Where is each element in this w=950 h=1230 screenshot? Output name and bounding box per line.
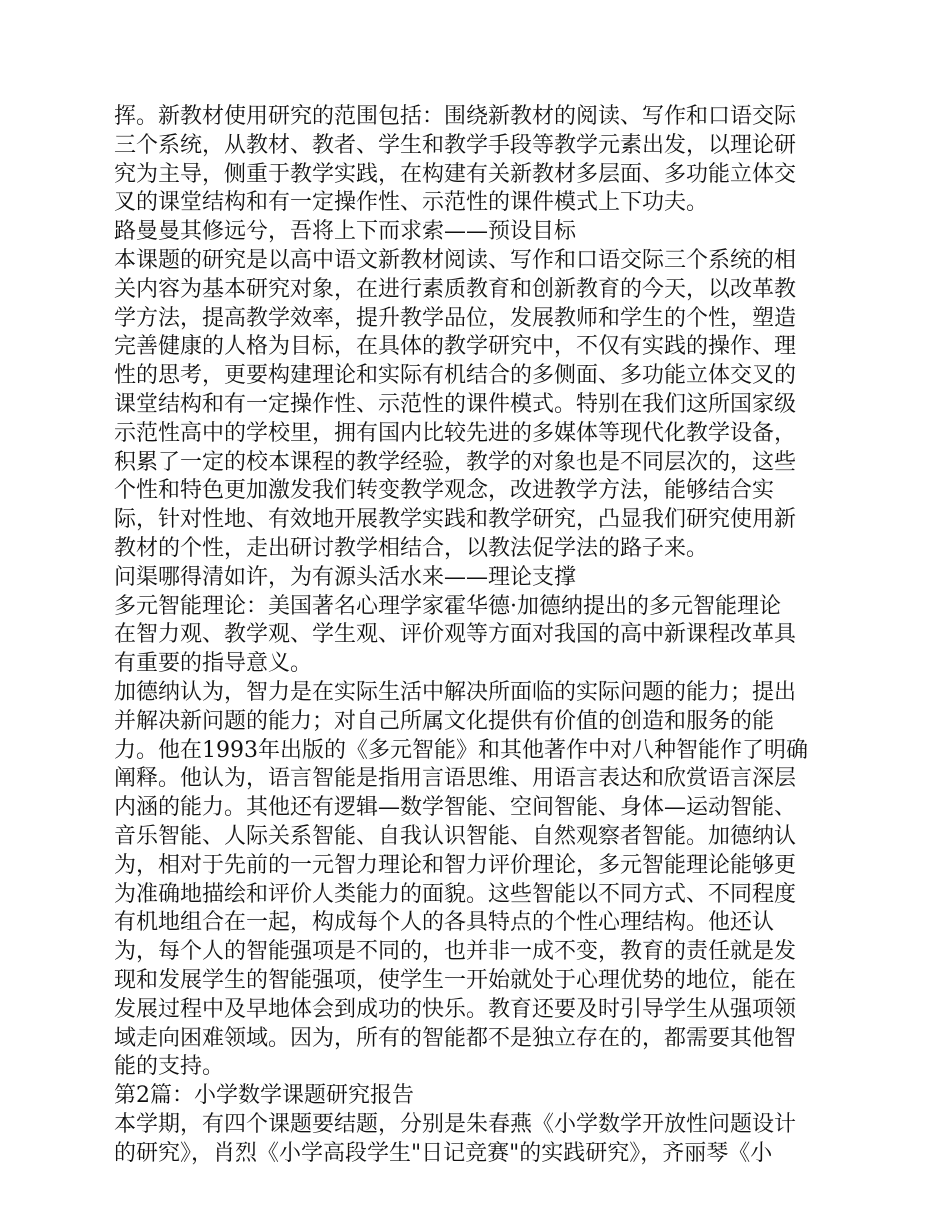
text-line: 挥。新教材使用研究的范围包括：围绕新教材的阅读、写作和口语交际	[114, 104, 797, 129]
text-line: 为，每个人的智能强项是不同的，也并非一成不变，教育的责任就是发	[114, 939, 797, 965]
text-line: 并解决新问题的能力；对自己所属文化提供有价值的创造和服务的能	[114, 708, 775, 734]
text-line: 在智力观、教学观、学生观、评价观等方面对我国的高中新课程改革具	[114, 622, 797, 648]
text-line: 现和发展学生的智能强项，使学生一开始就处于心理优势的地位，能在	[114, 967, 797, 993]
text-line: 三个系统，从教材、教者、学生和教学手段等教学元素出发，以理论研	[114, 132, 797, 158]
text-line: 教材的个性，走出研讨教学相结合，以教法促学法的路子来。	[114, 535, 709, 561]
text-line: 际，针对性地、有效地开展教学实践和教学研究，凸显我们研究使用新	[114, 507, 797, 533]
text-line: 的研究》，肖烈《小学高段学生"日记竞赛"的实践研究》，齐丽琴《小	[114, 1140, 773, 1166]
text-line: 究为主导，侧重于教学实践，在构建有关新教材多层面、多功能立体交	[114, 161, 797, 187]
text-line: 本课题的研究是以高中语文新教材阅读、写作和口语交际三个系统的相	[114, 247, 797, 273]
text-line: 叉的课堂结构和有一定操作性、示范性的课件模式上下功夫。	[114, 190, 709, 216]
text-line: 阐释。他认为，语言智能是指用言语思维、用语言表达和欣赏语言深层	[114, 766, 797, 792]
text-line: 本学期，有四个课题要结题，分别是朱春燕《小学数学开放性问题设计	[114, 1111, 797, 1137]
text-line: 第2篇：小学数学课题研究报告	[114, 1083, 414, 1109]
text-line: 内涵的能力。其他还有逻辑—数学智能、空间智能、身体—运动智能、	[114, 795, 797, 821]
text-line: 域走向困难领域。因为，所有的智能都不是独立存在的，都需要其他智	[114, 1025, 797, 1051]
text-line: 关内容为基本研究对象，在进行素质教育和创新教育的今天，以改革教	[114, 276, 797, 302]
text-line: 完善健康的人格为目标，在具体的教学研究中，不仅有实践的操作、理	[114, 334, 797, 360]
document-body	[114, 103, 844, 1168]
text-line: 音乐智能、人际关系智能、自我认识智能、自然观察者智能。加德纳认	[114, 823, 797, 849]
text-line: 为准确地描绘和评价人类能力的面貌。这些智能以不同方式、不同程度	[114, 881, 797, 907]
text-line: 积累了一定的校本课程的教学经验，教学的对象也是不同层次的，这些	[114, 449, 797, 475]
text-line: 力。他在1993年出版的《多元智能》和其他著作中对八种智能作了明确	[114, 737, 808, 763]
text-line: 个性和特色更加激发我们转变教学观念，改进教学方法，能够结合实	[114, 478, 775, 504]
text-line: 发展过程中及早地体会到成功的快乐。教育还要及时引导学生从强项领	[114, 996, 797, 1022]
text-line: 问渠哪得清如许，为有源头活水来——理论支撑	[114, 564, 577, 590]
text-line: 有重要的指导意义。	[114, 651, 313, 677]
text-line: 学方法，提高教学效率，提升教学品位，发展教师和学生的个性，塑造	[114, 305, 797, 331]
text-line: 加德纳认为，智力是在实际生活中解决所面临的实际问题的能力；提出	[114, 679, 797, 705]
text-line: 课堂结构和有一定操作性、示范性的课件模式。特别在我们这所国家级	[114, 391, 797, 417]
text-line: 性的思考，更要构建理论和实际有机结合的多侧面、多功能立体交叉的	[114, 363, 797, 389]
text-line: 路曼曼其修远兮，吾将上下而求索——预设目标	[114, 219, 577, 245]
text-line: 为，相对于先前的一元智力理论和智力评价理论，多元智能理论能够更	[114, 852, 797, 878]
text-line: 示范性高中的学校里，拥有国内比较先进的多媒体等现代化教学设备，	[114, 420, 797, 446]
text-line: 有机地组合在一起，构成每个人的各具特点的个性心理结构。他还认	[114, 910, 775, 936]
text-line: 多元智能理论：美国著名心理学家霍华德·加德纳提出的多元智能理论	[114, 593, 781, 619]
text-line: 能的支持。	[114, 1054, 225, 1080]
